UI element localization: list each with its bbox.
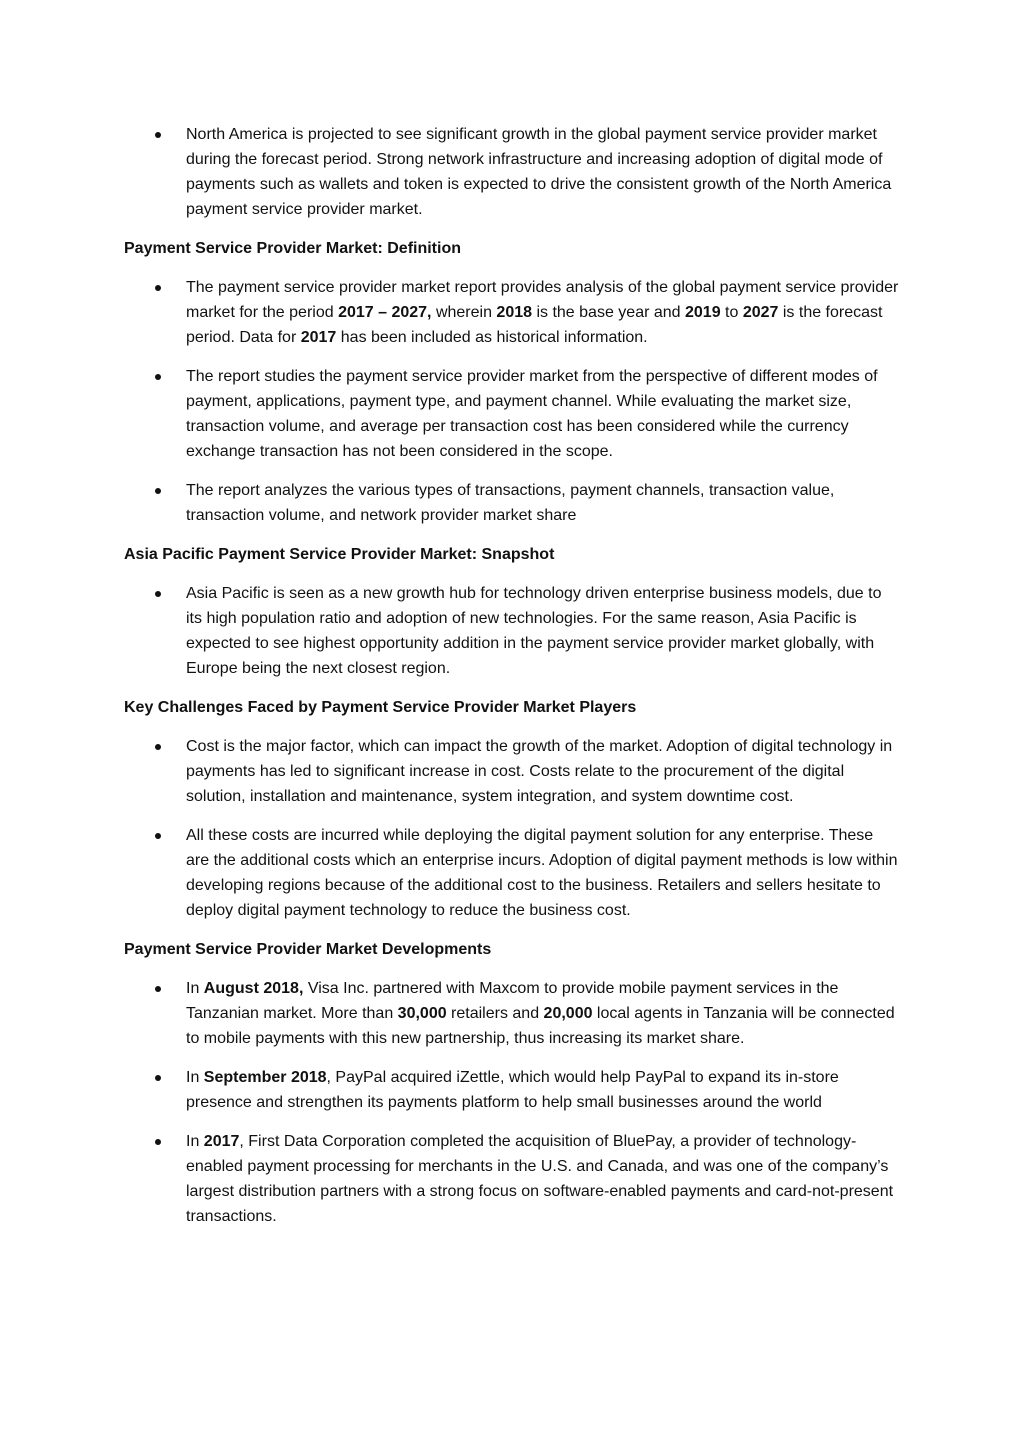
list-item [124, 976, 900, 1051]
text-run: Visa Inc. partnered with Maxcom to provide mobile payment services in the Tanzanian market. More than [186, 980, 839, 1022]
text-run: to [720, 304, 743, 321]
asia-snapshot-heading: Asia Pacific Payment Service Provider Market: Snapshot [124, 546, 555, 563]
bullet-icon [155, 132, 161, 138]
text-run: All these costs are incurred while deploying the digital payment solution for any enterprise. These are the additional costs which an enterprise incurs. Adoption of digital payment methods is low within developing regions because of the additional cost to the business. Retailers and sellers hesitate to deploy digital payment technology to reduce the business cost. [186, 827, 898, 919]
list-item [124, 1065, 900, 1115]
bullet-icon [155, 591, 161, 597]
text-run: has been included as historical information. [336, 329, 648, 346]
document-page [124, 122, 900, 1243]
list-item [124, 275, 900, 350]
text-run: is the forecast period. Data for [186, 304, 883, 346]
bullet-icon [155, 374, 161, 380]
text-run: , PayPal acquired iZettle, which would help PayPal to expand its in-store presence and strengthen its payments platform to help small businesses around the world [186, 1069, 839, 1111]
text-run: retailers and [446, 1005, 544, 1022]
list-item [124, 122, 900, 222]
text-run: is the base year and [532, 304, 685, 321]
text-run: North America is projected to see significant growth in the global payment service provider market during the forecast period. Strong network infrastructure and increasing adoption of digital mode of payments such as wallets and token is expected to drive the consistent growth of the North America payment service provider market. [186, 126, 892, 218]
text-run: Cost is the major factor, which can impact the growth of the market. Adoption of digital technology in payments has led to significant increase in cost. Costs relate to the procurement of the digital solution, installation and maintenance, system integration, and system downtime cost. [186, 738, 893, 805]
definition-heading: Payment Service Provider Market: Definition [124, 240, 461, 257]
bullet-icon [155, 744, 161, 750]
bold-text: August 2018, [203, 980, 304, 997]
bullet-icon [155, 833, 161, 839]
bold-text: 20,000 [543, 1005, 593, 1022]
developments-list [124, 976, 900, 1229]
bullet-icon [155, 1075, 161, 1081]
asia-snapshot-list [124, 581, 900, 681]
list-item [124, 364, 900, 464]
intro-list [124, 122, 900, 222]
list-item [124, 823, 900, 923]
developments-heading: Payment Service Provider Market Developments [124, 941, 492, 958]
list-item [124, 478, 900, 528]
list-item [124, 734, 900, 809]
text-run: The payment service provider market report provides analysis of the global payment service provider market for the period [186, 279, 899, 321]
list-item [124, 1129, 900, 1229]
bold-text: 2017 [300, 329, 337, 346]
bold-text: 30,000 [397, 1005, 447, 1022]
bold-text: 2027 [742, 304, 779, 321]
bold-text: 2017 – 2027, [338, 304, 432, 321]
bold-text: September 2018 [203, 1069, 327, 1086]
text-run: , First Data Corporation completed the acquisition of BluePay, a provider of technology-enabled payment processing for merchants in the U.S. and Canada, and was one of the company’s largest distribution partners with a strong focus on software-enabled payments and card-not-present transactions. [186, 1133, 894, 1225]
text-run: local agents in Tanzania will be connected to mobile payments with this new partnership, thus increasing its market share. [186, 1005, 895, 1047]
list-item [124, 581, 900, 681]
bold-text: 2018 [496, 304, 533, 321]
definition-list [124, 275, 900, 528]
bullet-icon [155, 1139, 161, 1145]
text-run: The report analyzes the various types of transactions, payment channels, transaction value, transaction volume, and network provider market share [186, 482, 835, 524]
challenges-heading: Key Challenges Faced by Payment Service Provider Market Players [124, 699, 637, 716]
bullet-icon [155, 285, 161, 291]
bold-text: 2017 [203, 1133, 240, 1150]
bullet-icon [155, 986, 161, 992]
text-run: The report studies the payment service provider market from the perspective of different modes of payment, applications, payment type, and payment channel. While evaluating the market size, transaction volume, and average per transaction cost has been considered while the currency exchange transaction has not been considered in the scope. [186, 368, 878, 460]
challenges-list [124, 734, 900, 923]
bullet-icon [155, 488, 161, 494]
text-run: In [186, 1133, 204, 1150]
text-run: In [186, 1069, 204, 1086]
text-run: wherein [431, 304, 497, 321]
bold-text: 2019 [685, 304, 721, 321]
text-run: Asia Pacific is seen as a new growth hub for technology driven enterprise business models, due to its high population ratio and adoption of new technologies. For the same reason, Asia Pacific is expected to see highest opportunity addition in the payment service provider market globally, with Europe being the next closest region. [186, 585, 882, 677]
text-run: In [186, 980, 204, 997]
